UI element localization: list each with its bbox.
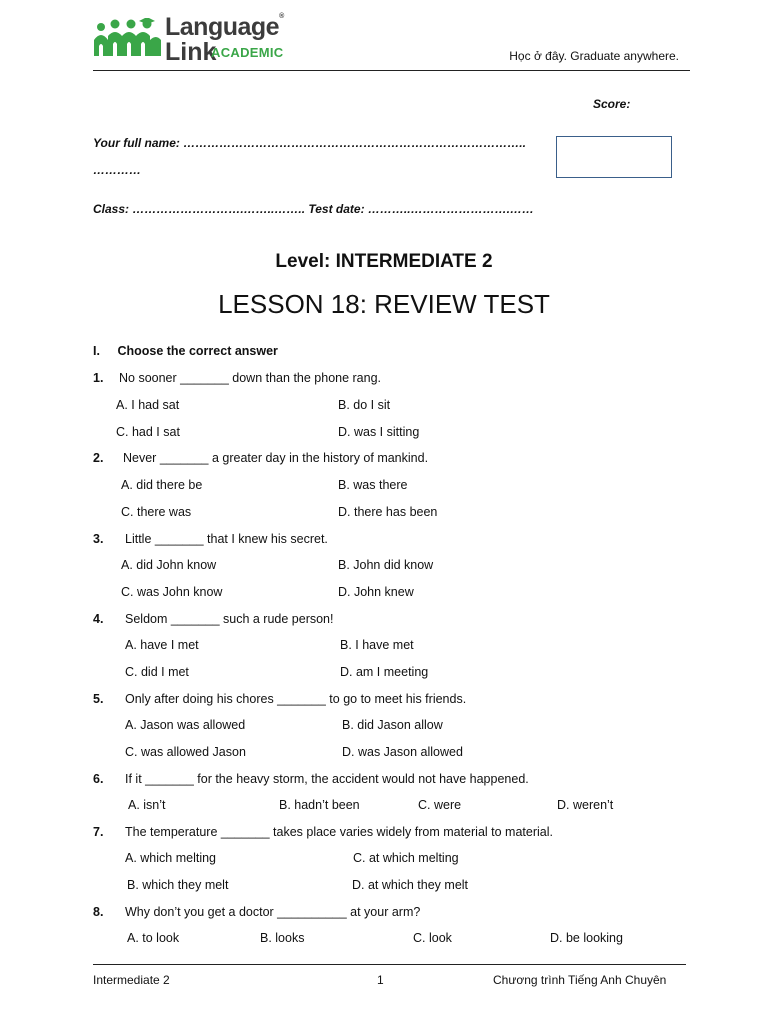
question-text: If it _______ for the heavy storm, the accident would not have happened. (125, 772, 529, 786)
option-d[interactable]: D. am I meeting (340, 665, 429, 679)
option-b[interactable]: B. did Jason allow (342, 718, 443, 732)
full-name-line-continued: ………… (93, 163, 141, 177)
footer-divider (93, 964, 686, 965)
question-text: Why don’t you get a doctor __________ at your arm? (125, 905, 421, 919)
question-6 (93, 772, 529, 786)
question-number: 3. (93, 532, 104, 546)
option-c[interactable]: C. were (418, 798, 462, 812)
question-text: No sooner _______ down than the phone rang. (119, 371, 382, 385)
question-text: Never _______ a greater day in the history of mankind. (123, 451, 429, 465)
option-b[interactable]: B. do I sit (338, 398, 391, 412)
question-7 (93, 825, 553, 839)
option-a[interactable]: A. which melting (125, 851, 217, 865)
option-a[interactable]: A. to look (127, 931, 180, 945)
question-text: The temperature _______ takes place varies widely from material to material. (125, 825, 553, 839)
option-a[interactable]: A. isn’t (128, 798, 166, 812)
full-name-line: Your full name: ………………………………………………………………………….. (93, 136, 526, 150)
question-8 (93, 905, 421, 919)
question-text: Seldom _______ such a rude person! (125, 612, 334, 626)
logo-wordmark-line1: Language® (165, 13, 284, 41)
question-text: Only after doing his chores _______ to go to meet his friends. (125, 692, 467, 706)
question-5 (93, 692, 467, 706)
option-d[interactable]: D. weren’t (557, 798, 614, 812)
option-a[interactable]: A. Jason was allowed (125, 718, 246, 732)
option-b[interactable]: B. which they melt (127, 878, 229, 892)
language-link-logo (93, 13, 293, 66)
section-title: Choose the correct answer (117, 344, 278, 358)
option-b[interactable]: B. John did know (338, 558, 434, 572)
option-b[interactable]: B. was there (338, 478, 408, 492)
option-d[interactable]: D. at which they melt (352, 878, 469, 892)
option-a[interactable]: A. did there be (121, 478, 203, 492)
question-number: 8. (93, 905, 104, 919)
tagline: Học ở đây. Graduate anywhere. (509, 49, 679, 63)
question-2 (93, 451, 429, 465)
section-number: I. (93, 344, 100, 358)
option-a[interactable]: A. did John know (121, 558, 217, 572)
logo-wordmark-line2: Link (165, 38, 217, 66)
option-c[interactable]: C. look (413, 931, 452, 945)
question-1 (93, 371, 382, 385)
lesson-title: LESSON 18: REVIEW TEST (218, 289, 550, 319)
option-d[interactable]: D. be looking (550, 931, 623, 945)
question-4 (93, 612, 334, 626)
question-number: 1. (93, 371, 104, 385)
page-number: 1 (377, 973, 384, 987)
question-3 (93, 532, 328, 546)
option-d[interactable]: D. there has been (338, 505, 438, 519)
option-a[interactable]: A. have I met (125, 638, 199, 652)
question-text: Little _______ that I knew his secret. (125, 532, 328, 546)
option-c[interactable]: C. had I sat (116, 425, 180, 439)
class-test-date-line: Class: ……………………….……..…….. Test date: ………..…………………….…… (93, 202, 534, 216)
option-d[interactable]: D. was I sitting (338, 425, 420, 439)
option-d[interactable]: D. was Jason allowed (342, 745, 463, 759)
option-c[interactable]: C. did I met (125, 665, 189, 679)
option-c[interactable]: C. there was (121, 505, 192, 519)
question-number: 7. (93, 825, 104, 839)
level-heading: Level: INTERMEDIATE 2 (275, 251, 493, 272)
footer-program: Chương trình Tiếng Anh Chuyên (493, 973, 667, 987)
score-box (556, 136, 672, 178)
section-heading (93, 344, 278, 358)
option-b[interactable]: B. looks (260, 931, 305, 945)
option-c[interactable]: C. was John know (121, 585, 223, 599)
option-b[interactable]: B. hadn’t been (279, 798, 360, 812)
footer-course: Intermediate 2 (93, 973, 170, 987)
option-d[interactable]: D. John knew (338, 585, 414, 599)
question-number: 2. (93, 451, 104, 465)
header-divider (93, 70, 690, 71)
option-a[interactable]: A. I had sat (116, 398, 180, 412)
question-number: 4. (93, 612, 104, 626)
logo-people-icon (93, 18, 163, 58)
question-number: 6. (93, 772, 104, 786)
option-c[interactable]: C. at which melting (353, 851, 459, 865)
logo-wordmark-academic: ACADEMIC (211, 45, 284, 60)
score-label: Score: (593, 97, 631, 111)
option-c[interactable]: C. was allowed Jason (125, 745, 246, 759)
option-b[interactable]: B. I have met (340, 638, 414, 652)
question-number: 5. (93, 692, 104, 706)
